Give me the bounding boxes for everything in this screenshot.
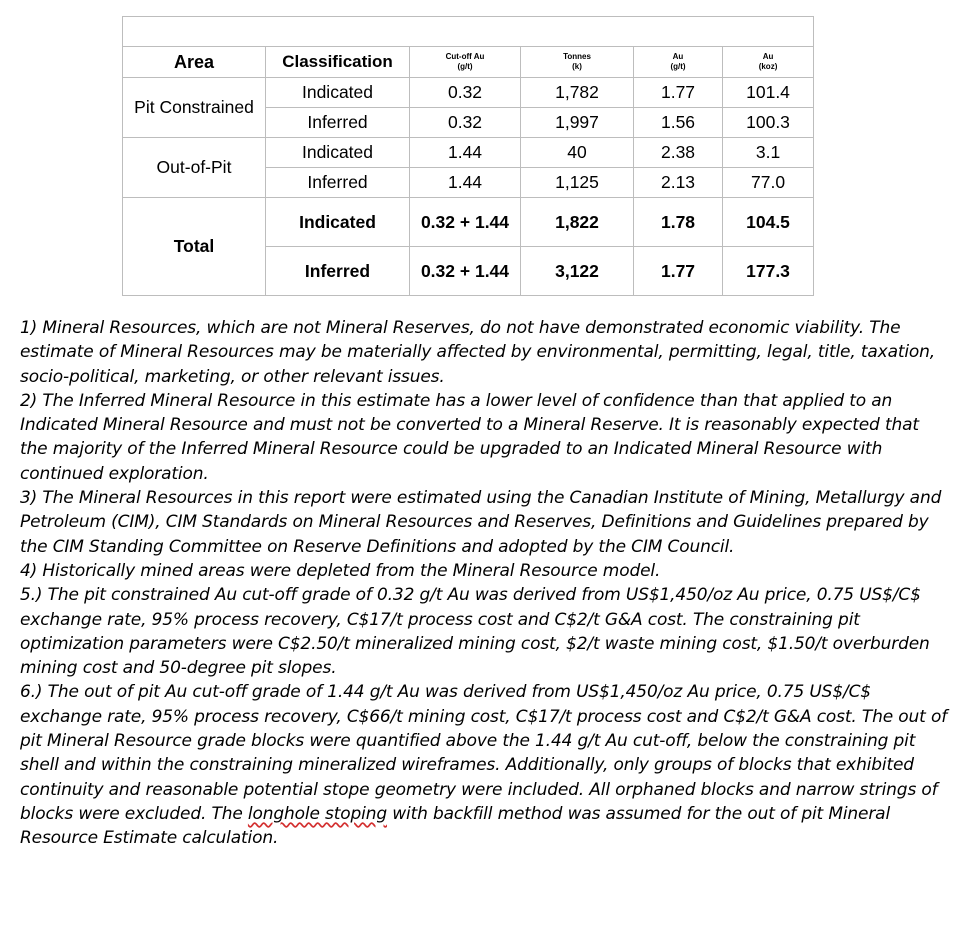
tonnes-cell: 1,782 (521, 78, 634, 108)
classification-cell: Inferred (266, 108, 410, 138)
header-au-koz: Au (koz) (723, 47, 814, 78)
classification-cell: Inferred (266, 168, 410, 198)
area-cell-total: Total (123, 198, 266, 296)
au-grade-cell: 1.77 (634, 247, 723, 296)
mineral-resource-table (122, 16, 814, 296)
cutoff-cell: 1.44 (410, 168, 521, 198)
table-row (123, 78, 814, 108)
header-tonnes: Tonnes (k) (521, 47, 634, 78)
footnote-6 (20, 680, 950, 850)
header-classification: Classification (266, 47, 410, 78)
cutoff-cell: 0.32 (410, 108, 521, 138)
footnote-6-text-end: with backfill method was assumed for the out of pit Mineral Resource Estimate calculation. (20, 803, 891, 849)
table-row (123, 138, 814, 168)
tonnes-cell: 1,822 (521, 198, 634, 247)
tonnes-cell: 1,125 (521, 168, 634, 198)
au-koz-cell: 3.1 (723, 138, 814, 168)
footnote-4: 4) Historically mined areas were depleted from the Mineral Resource model. (20, 560, 661, 581)
cutoff-cell: 1.44 (410, 138, 521, 168)
header-area: Area (123, 47, 266, 78)
footnote-5: 5.) The pit constrained Au cut-off grade of 0.32 g/t Au was derived from US$1,450/oz Au price, 0.75 US$/C$ exchange rate, 95% process recovery, C$17/t process cost and C$2/t G&A cost. The constraining pit optimization parameters were C$2.50/t mineralized mining cost, $2/t waste mining cost, $1.50/t overburden mining cost and 50-degree pit slopes. (20, 585, 930, 679)
footnote-3: 3) The Mineral Resources in this report were estimated using the Canadian Institute of Mining, Metallurgy and Petroleum (CIM), CIM Standards on Mineral Resources and Reserves, Definitions and Guidelines prepared by the CIM Standing Committee on Reserve Definitions and adopted by the CIM Council. (20, 488, 942, 557)
spellcheck-flagged-text[interactable]: longhole stoping (247, 803, 387, 824)
footnote-1: 1) Mineral Resources, which are not Mineral Reserves, do not have demonstrated economic viability. The estimate of Mineral Resources may be materially affected by environmental, permitting, legal, title, taxation, socio-political, marketing, or other relevant issues. (20, 318, 936, 387)
au-grade-cell: 1.77 (634, 78, 723, 108)
au-koz-cell: 100.3 (723, 108, 814, 138)
au-grade-cell: 2.38 (634, 138, 723, 168)
area-cell: Pit Constrained (123, 78, 266, 138)
header-cutoff: Cut-off Au (g/t) (410, 47, 521, 78)
au-grade-cell: 1.56 (634, 108, 723, 138)
tonnes-cell: 40 (521, 138, 634, 168)
au-koz-cell: 77.0 (723, 168, 814, 198)
header-au-grade: Au (g/t) (634, 47, 723, 78)
au-koz-cell: 104.5 (723, 198, 814, 247)
footnotes (20, 316, 950, 851)
au-koz-cell: 101.4 (723, 78, 814, 108)
table-blank-row (123, 17, 814, 47)
cutoff-cell: 0.32 (410, 78, 521, 108)
au-koz-cell: 177.3 (723, 247, 814, 296)
table-row-total (123, 198, 814, 247)
cutoff-cell: 0.32 + 1.44 (410, 247, 521, 296)
area-cell: Out-of-Pit (123, 138, 266, 198)
cutoff-cell: 0.32 + 1.44 (410, 198, 521, 247)
footnote-2: 2) The Inferred Mineral Resource in this estimate has a lower level of confidence than that applied to an Indicated Mineral Resource and must not be converted to a Mineral Reserve. It is reasonably expected that the majority of the Inferred Mineral Resource could be upgraded to an Indicated Mineral Resource with continued exploration. (20, 390, 919, 484)
table-header-row (123, 47, 814, 78)
tonnes-cell: 3,122 (521, 247, 634, 296)
classification-cell: Indicated (266, 198, 410, 247)
classification-cell: Indicated (266, 138, 410, 168)
classification-cell: Indicated (266, 78, 410, 108)
au-grade-cell: 1.78 (634, 198, 723, 247)
au-grade-cell: 2.13 (634, 168, 723, 198)
footnote-6-text-start: 6.) The out of pit Au cut-off grade of 1.44 g/t Au was derived from US$1,450/oz Au price, 0.75 US$/C$ exchange rate, 95% process recovery, C$66/t mining cost, C$17/t process cost and C$2/t G&A cost. The out of pit Mineral Resource grade blocks were quantified above the 1.44 g/t Au cut-off, below the constraining pit shell and within the constraining mineralized wireframes. Additionally, only groups of blocks that exhibited continuity and reasonable potential stope geometry were included. All orphaned blocks and narrow strings of blocks were excluded. The (20, 682, 948, 824)
classification-cell: Inferred (266, 247, 410, 296)
tonnes-cell: 1,997 (521, 108, 634, 138)
